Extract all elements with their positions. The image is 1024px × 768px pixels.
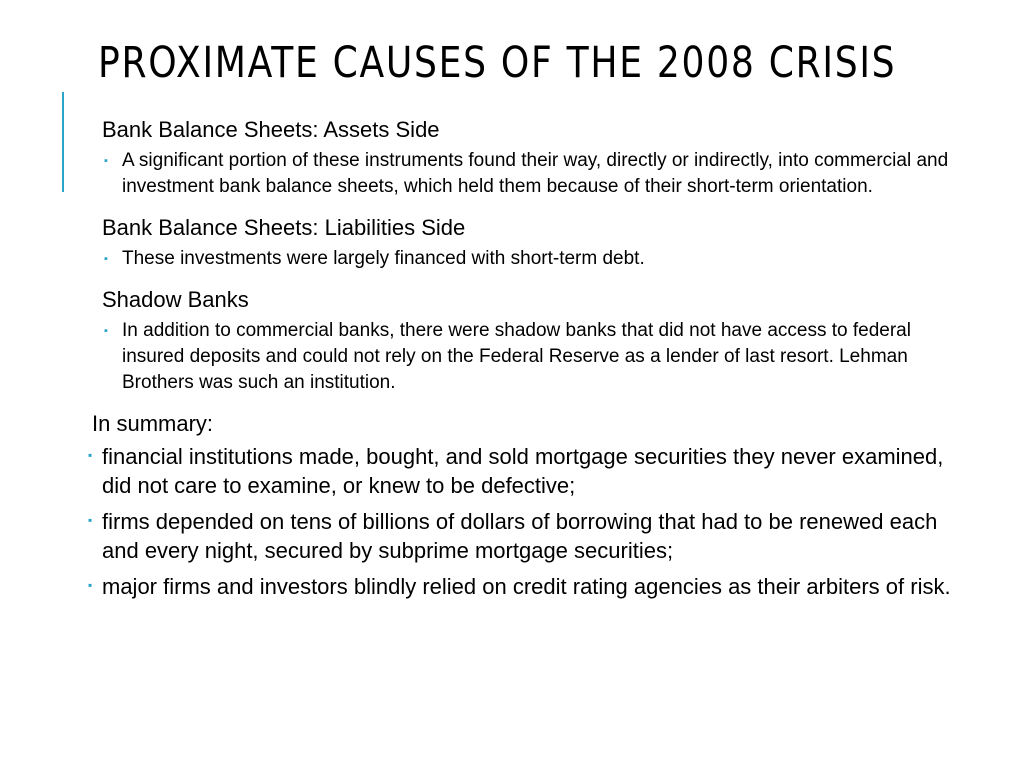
section-heading: Bank Balance Sheets: Liabilities Side: [102, 215, 466, 240]
accent-bar: [62, 92, 64, 192]
square-bullet-icon: ▪: [88, 513, 93, 527]
section-assets: [92, 116, 972, 200]
square-bullet-icon: ▪: [88, 578, 93, 592]
bullet-list: [92, 246, 972, 272]
list-item: [88, 442, 972, 500]
bullet-text: financial institutions made, bought, and sold mortgage securities they never examined, did not care to examine, or knew to be defective;: [102, 444, 944, 498]
bullet-text: major firms and investors blindly relied on credit rating agencies as their arbiters of risk.: [102, 574, 951, 599]
bullet-list: [92, 318, 972, 396]
section-heading: Shadow Banks: [102, 287, 249, 312]
list-item: [104, 148, 972, 200]
bullet-text: firms depended on tens of billions of dollars of borrowing that had to be renewed each and every night, secured by subprime mortgage securities;: [102, 509, 938, 563]
square-bullet-icon: ▪: [88, 448, 93, 462]
list-item: [104, 246, 972, 272]
summary-list: [88, 442, 972, 601]
bullet-text: These investments were largely financed with short-term debt.: [122, 248, 645, 269]
square-bullet-icon: ▪: [104, 325, 108, 337]
bullet-text: In addition to commercial banks, there were shadow banks that did not have access to federal insured deposits and could not rely on the Federal Reserve as a lender of last resort. Lehman Brothers was such an institution.: [122, 320, 911, 393]
square-bullet-icon: ▪: [104, 253, 108, 265]
bullet-text: A significant portion of these instruments found their way, directly or indirectly, into commercial and investment bank balance sheets, which held them because of their short-term orientation.: [122, 150, 949, 197]
list-item: [88, 507, 972, 565]
square-bullet-icon: ▪: [104, 155, 108, 167]
section-heading: Bank Balance Sheets: Assets Side: [102, 117, 440, 142]
slide-content: [88, 116, 972, 608]
slide-title: PROXIMATE CAUSES OF THE 2008 CRISIS: [98, 38, 897, 88]
section-shadow-banks: [92, 286, 972, 396]
list-item: [104, 318, 972, 396]
summary-label: In summary:: [92, 411, 214, 436]
section-liabilities: [92, 214, 972, 272]
bullet-list: [92, 148, 972, 200]
list-item: [88, 572, 972, 601]
